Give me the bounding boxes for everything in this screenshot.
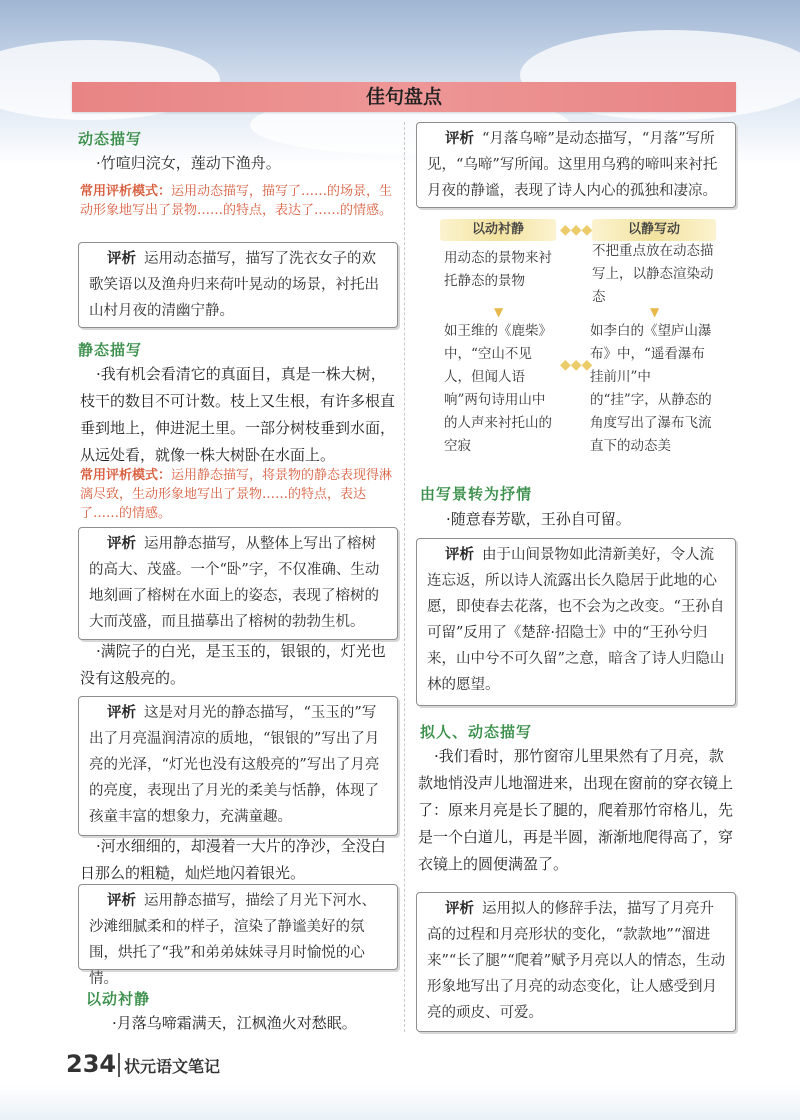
analysis-box [416,892,736,1032]
analysis-pattern [80,466,398,523]
analysis-label: 评析 [445,131,474,147]
pattern-label: 常用评析模式： [80,468,172,483]
footer-separator [118,1053,120,1077]
analysis-text: “月落乌啼”是动态描写，“月落”写所见，“乌啼”写所闻。这里用乌鸦的啼叫来衬托月夜的静谧，表现了诗人内心的孤独和凄凉。 [427,131,718,199]
pattern-text: 运用动态描写，描写了……的场景，生动形象地写出了景物……的特点，表达了……的情感。 [80,184,393,218]
pattern-text: 运用静态描写，将景物的静态表现得淋漓尽致，生动形象地写出了景物……的特点，表达了……的情感。 [80,468,393,521]
bottom-band [0,1085,800,1120]
example-sentence: ·月落乌啼霜满天，江枫渔火对愁眠。 [112,1014,357,1032]
arrow-down-icon: ▼ [650,305,660,319]
example-sentence: ·我有机会看清它的真面目，真是一株大树，枝干的数目不可计数。枝上又生根，有许多根直垂到地上，伸进泥土里。一部分树枝垂到水面，从远处看，就像一株大树卧在水面上。 [80,365,396,464]
analysis-label: 评析 [107,536,136,552]
example-sentence: ·河水细细的，却漫着一大片的净沙，全没白日那么的粗糙，灿烂地闪着银光。 [80,837,386,882]
section-heading-personification: 拟人、动态描写 [420,723,533,741]
analysis-box [416,122,736,208]
analysis-pattern [80,182,396,220]
analysis-text: 运用拟人的修辞手法，描写了月亮升高的过程和月亮形状的变化，“款款地”“溜进来”“长了腿”“爬着”赋予月亮以人的情态，生动形象地写出了月亮的动态变化，让人感受到月亮的顽皮、可爱。 [427,901,726,1021]
analysis-text: 运用静态描写，从整体上写出了榕树的高大、茂盛。一个“卧”字，不仅准确、生动地刻画了榕树在水面上的姿态，表现了榕树的大而茂盛，而且描摹出了榕树的勃勃生机。 [89,536,380,630]
section-heading-dynamic: 动态描写 [78,130,143,148]
analysis-box [78,884,398,987]
analysis-text: 运用静态描写，描绘了月光下河水、沙滩细腻柔和的样子，渲染了静谧美好的氛围，烘托了“我”和弟弟妹妹寻月时愉悦的心情。 [89,893,376,987]
section-heading-static: 静态描写 [78,341,143,359]
compare-def-right: 不把重点放在动态描写上，以静态渲染动态 [592,243,714,305]
analysis-label: 评析 [107,705,136,721]
analysis-text: 运用动态描写，描写了洗衣女子的欢歌笑语以及渔舟归来荷叶晃动的场景，衬托出山村月夜的清幽宁静。 [89,251,379,319]
compare-example-right: 如李白的《望庐山瀑布》中，“遥看瀑布挂前川”中的“挂”字，从静态的角度写出了瀑布飞流直下的动态美 [590,323,712,454]
analysis-label: 评析 [107,251,136,267]
analysis-text: 这是对月光的静态描写，“玉玉的”写出了月亮温润清凉的质地，“银银的”写出了月亮的光泽，“灯光也没有这般亮的”写出了月亮的亮度，表现出了月光的柔美与恬静，体现了孩童丰富的想象力，充满童趣。 [89,705,380,825]
compare-title-right: 以静写动 [592,219,716,241]
analysis-box [78,696,398,836]
analysis-label: 评析 [445,547,474,563]
analysis-box [416,538,736,706]
analysis-label: 评析 [445,901,474,917]
page-title: 佳句盘点 [72,82,736,112]
connector-dots: ◆◆◆ [560,222,593,238]
example-sentence: ·满院子的白光，是玉玉的，银银的，灯光也没有这般亮的。 [80,642,386,687]
book-title: 状元语文笔记 [124,1057,221,1076]
compare-def-left: 用动态的景物来衬托静态的景物 [444,250,552,289]
example-sentence: ·我们看时，那竹窗帘儿里果然有了月亮，款款地悄没声儿地溜进来，出现在窗前的穿衣镜上了：原来月亮是长了腿的，爬着那竹帘格儿，先是一个白道儿，再是半圆，渐渐地爬得高了，穿衣镜上的圆便满盈了。 [418,747,734,873]
connector-dots: ◆◆◆ [560,357,593,373]
analysis-text: 由于山间景物如此清新美好，令人流连忘返，所以诗人流露出长久隐居于此地的心愿，即使春去花落，也不会为之改变。“王孙自可留”反用了《楚辞·招隐士》中的“王孙兮归来，山中兮不可久留”之意，暗含了诗人归隐山林的愿望。 [427,547,725,693]
arrow-down-icon: ▼ [494,305,504,319]
compare-example-left: 如王维的《鹿柴》中，“空山不见人，但闻人语响”两句诗用山中的人声来衬托山的空寂 [444,323,552,454]
example-sentence: ·竹喧归浣女，莲动下渔舟。 [96,154,281,172]
analysis-box [78,242,398,328]
section-heading-scene-to-emotion: 由写景转为抒情 [420,485,533,503]
example-sentence: ·随意春芳歇，王孙自可留。 [446,510,631,528]
analysis-box [78,527,398,640]
compare-title-left: 以动衬静 [440,219,556,241]
pattern-label: 常用评析模式： [80,184,172,199]
analysis-label: 评析 [107,893,136,909]
page-number: 234 [66,1050,117,1078]
section-heading-contrast: 以动衬静 [86,990,151,1008]
column-divider [404,122,405,1032]
